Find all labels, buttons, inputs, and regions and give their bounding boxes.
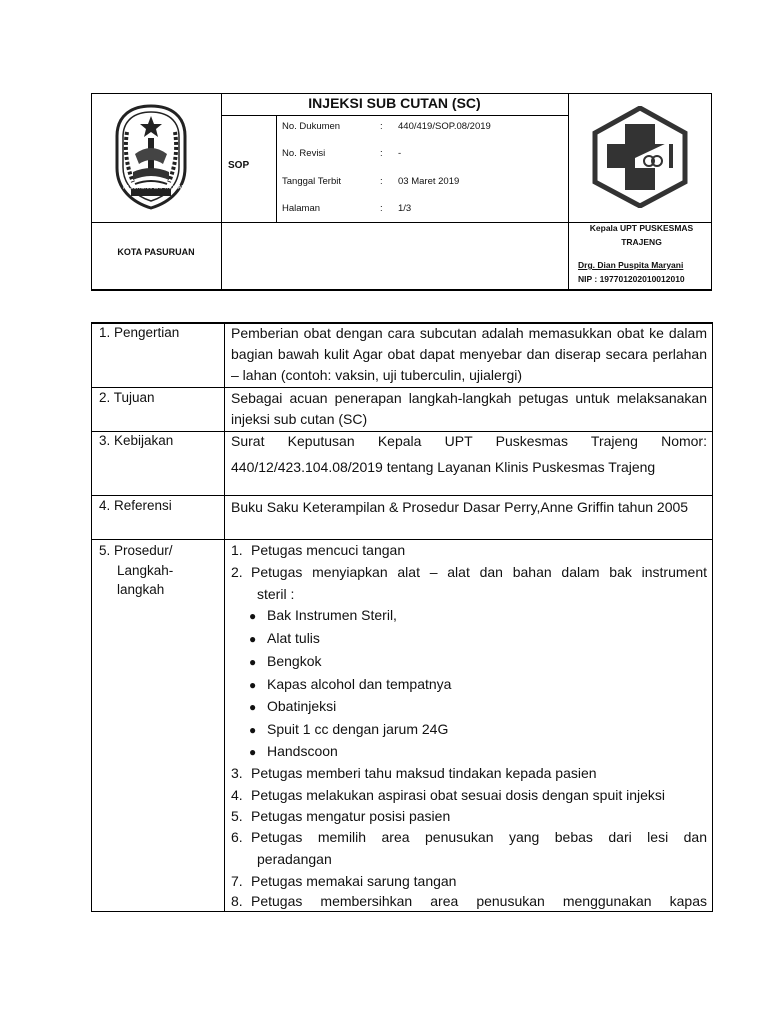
meta-value: 03 Maret 2019 — [398, 176, 460, 187]
section-text-pengertian: Pemberian obat dengan cara subcutan adalah memasukkan obat ke dalam bagian bawah kulit Agar obat dapat menyebar dan diserap secara perlahan – lahan (contoh: vaksin, uji tuberculin, ujialergi) — [231, 325, 707, 383]
section-text-referensi: Buku Saku Keterampilan & Prosedur Dasar Perry,Anne Griffin tahun 2005 — [231, 499, 689, 515]
step-number: 7. — [231, 873, 243, 889]
step-text: Petugas mencuci tangan — [251, 542, 406, 558]
step-number: 2. — [231, 564, 243, 580]
step-text: Petugas membersihkan area penusukan menggunakan kapas — [251, 893, 707, 909]
sop-label: SOP — [228, 160, 250, 171]
section-label-prosedur-line1: 5. Prosedur/ — [99, 543, 173, 558]
equipment-item-text: Alat tulis — [267, 630, 320, 646]
city-seal-logo — [113, 102, 189, 210]
meta-value: 440/419/SOP.08/2019 — [398, 121, 491, 132]
meta-separator: : — [380, 121, 383, 132]
step-number: 4. — [231, 787, 243, 803]
signatory-nip: NIP : 197701202010012010 — [578, 274, 685, 284]
meta-separator: : — [380, 176, 383, 187]
step-text: Petugas memilih area penusukan yang bebas dari lesi dan — [251, 829, 707, 845]
step-text: Petugas mengatur posisi pasien — [251, 808, 451, 824]
equipment-item — [249, 719, 448, 741]
procedure-step — [231, 871, 707, 892]
step-text: Petugas menyiapkan alat – alat dan bahan dalam bak instrument — [251, 564, 707, 580]
meta-separator: : — [380, 148, 383, 159]
equipment-item — [249, 674, 451, 696]
procedure-step — [231, 827, 707, 848]
equipment-item-text: Bak Instrumen Steril, — [267, 607, 397, 623]
procedure-step — [231, 785, 707, 806]
meta-value: - — [398, 148, 402, 159]
signatory-role-line1: Kepala UPT PUSKESMAS — [589, 223, 694, 233]
procedure-step — [231, 891, 707, 912]
bullet-icon: ● — [249, 609, 257, 623]
meta-key: Halaman — [282, 203, 321, 214]
section-label-pengertian: 1. Pengertian — [99, 325, 180, 340]
step-text: Petugas memberi tahu maksud tindakan kepada pasien — [251, 765, 597, 781]
bullet-icon: ● — [249, 678, 257, 692]
signatory-role-line2: TRAJENG — [621, 237, 662, 247]
procedure-step — [231, 763, 707, 784]
equipment-item-text: Handscoon — [267, 743, 338, 759]
procedure-step — [231, 562, 707, 583]
equipment-item — [249, 741, 338, 763]
section-label-tujuan: 2. Tujuan — [99, 390, 155, 405]
meta-key: No. Dukumen — [282, 121, 341, 132]
bullet-icon: ● — [249, 723, 257, 737]
step-text: Petugas melakukan aspirasi obat sesuai dosis dengan spuit injeksi — [251, 787, 666, 803]
bullet-icon: ● — [249, 700, 257, 714]
equipment-item — [249, 651, 321, 673]
bullet-icon: ● — [249, 632, 257, 646]
procedure-step — [231, 806, 707, 827]
meta-key: No. Revisi — [282, 148, 326, 159]
equipment-item — [249, 628, 320, 650]
equipment-item-text: Kapas alcohol dan tempatnya — [267, 676, 452, 692]
procedure-step-continuation: peradangan — [257, 851, 332, 867]
meta-value: 1/3 — [398, 203, 412, 214]
section-label-prosedur-line3: langkah — [117, 582, 165, 597]
section-text-kebijakan-line1: Surat Keputusan Kepala UPT Puskesmas Trajeng Nomor: — [231, 433, 707, 449]
step-number: 8. — [231, 893, 243, 909]
document-title: INJEKSI SUB CUTAN (SC) — [308, 95, 481, 111]
city-label: KOTA PASURUAN — [117, 247, 195, 257]
equipment-item — [249, 696, 336, 718]
procedure-step-continuation: steril : — [257, 586, 295, 602]
equipment-item-text: Bengkok — [267, 653, 322, 669]
step-number: 5. — [231, 808, 243, 824]
meta-key: Tanggal Terbit — [282, 176, 341, 187]
equipment-item-text: Obatinjeksi — [267, 698, 337, 714]
section-label-referensi: 4. Referensi — [99, 498, 172, 513]
step-number: 1. — [231, 542, 243, 558]
section-label-prosedur-line2: Langkah- — [117, 563, 174, 578]
meta-separator: : — [380, 203, 383, 214]
equipment-item — [249, 605, 397, 627]
section-text-kebijakan-line2: 440/12/423.104.08/2019 tentang Layanan Klinis Puskesmas Trajeng — [231, 459, 656, 475]
section-label-kebijakan: 3. Kebijakan — [99, 433, 174, 448]
equipment-item-text: Spuit 1 cc dengan jarum 24G — [267, 721, 449, 737]
step-number: 3. — [231, 765, 243, 781]
signatory-name: Drg. Dian Puspita Maryani — [578, 260, 684, 270]
step-number: 6. — [231, 829, 243, 845]
section-text-tujuan: Sebagai acuan penerapan langkah-langkah petugas untuk melaksanakan injeksi sub cutan (SC) — [231, 390, 707, 427]
seal-motto: PASURUAN SATYADHARMA — [123, 185, 194, 191]
bullet-icon: ● — [249, 745, 257, 759]
step-text: Petugas memakai sarung tangan — [251, 873, 457, 889]
puskesmas-logo — [591, 106, 689, 208]
bullet-icon: ● — [249, 655, 257, 669]
procedure-step — [231, 540, 707, 561]
